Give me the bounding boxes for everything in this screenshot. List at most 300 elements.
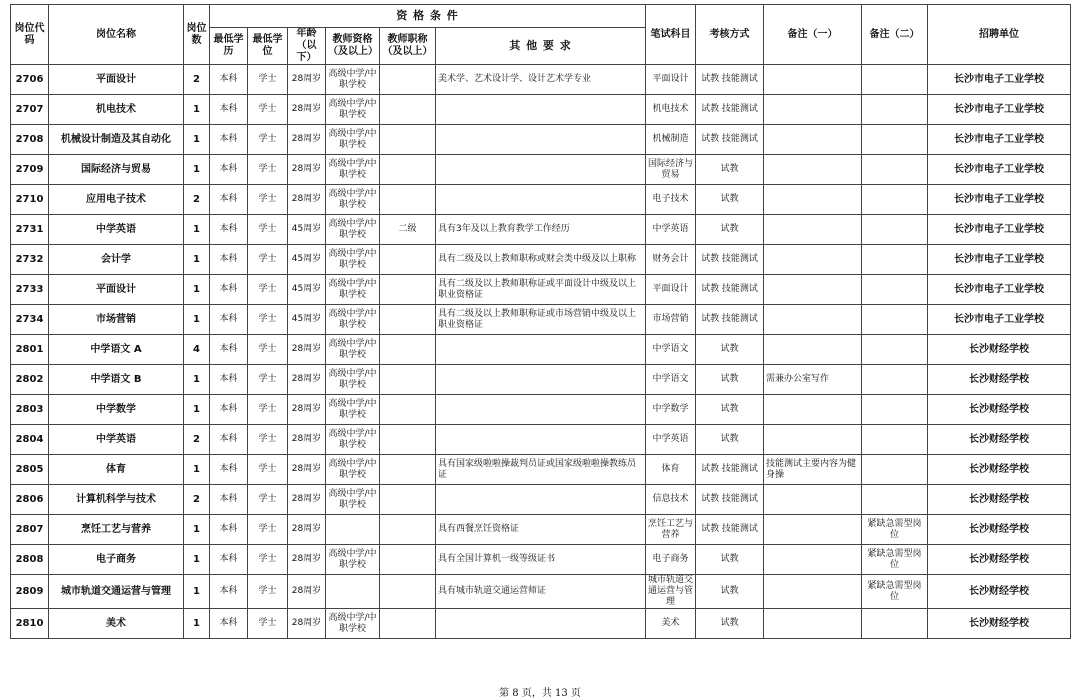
cell-unit: 长沙市电子工业学校 (928, 245, 1071, 275)
table-row (11, 65, 1071, 95)
cell-exam: 中学英语 (646, 215, 696, 245)
cell-degree: 学士 (248, 365, 288, 395)
cell-note1 (764, 335, 862, 365)
cell-name: 市场营销 (49, 305, 184, 335)
cell-count: 1 (184, 365, 210, 395)
cell-count: 1 (184, 305, 210, 335)
cell-unit: 长沙财经学校 (928, 425, 1071, 455)
cell-name: 中学英语 (49, 215, 184, 245)
cell-count: 2 (184, 185, 210, 215)
cell-age: 28周岁 (288, 185, 326, 215)
cell-name: 中学语文 B (49, 365, 184, 395)
cell-other: 具有二级及以上教师职称证或市场营销中级及以上职业资格证 (436, 305, 646, 335)
cell-degree: 学士 (248, 65, 288, 95)
cell-age: 28周岁 (288, 609, 326, 639)
cell-exam: 美术 (646, 609, 696, 639)
cell-note2 (862, 335, 928, 365)
cell-code: 2731 (11, 215, 49, 245)
cell-edu: 本科 (210, 395, 248, 425)
cell-unit: 长沙市电子工业学校 (928, 185, 1071, 215)
header-code: 岗位代码 (11, 5, 49, 65)
cell-method: 试教 (696, 365, 764, 395)
cell-count: 2 (184, 65, 210, 95)
cell-method: 试教 技能测试 (696, 95, 764, 125)
cell-note2 (862, 455, 928, 485)
cell-note1 (764, 65, 862, 95)
cell-edu: 本科 (210, 515, 248, 545)
cell-name: 中学英语 (49, 425, 184, 455)
header-age: 年龄（以下） (288, 28, 326, 65)
cell-note2: 紧缺急需型岗位 (862, 545, 928, 575)
cell-note2 (862, 395, 928, 425)
cell-unit: 长沙财经学校 (928, 455, 1071, 485)
cell-count: 1 (184, 95, 210, 125)
cell-method: 试教 (696, 335, 764, 365)
cell-title (380, 335, 436, 365)
cell-note2 (862, 125, 928, 155)
cell-exam: 中学英语 (646, 425, 696, 455)
cell-degree: 学士 (248, 485, 288, 515)
cell-name: 会计学 (49, 245, 184, 275)
cell-unit: 长沙市电子工业学校 (928, 95, 1071, 125)
cell-title (380, 425, 436, 455)
cell-method: 试教 技能测试 (696, 125, 764, 155)
cell-title: 二级 (380, 215, 436, 245)
cell-other (436, 185, 646, 215)
cell-method: 试教 技能测试 (696, 245, 764, 275)
cell-cert: 高级中学/中职学校 (326, 425, 380, 455)
cell-method: 试教 (696, 155, 764, 185)
cell-method: 试教 (696, 425, 764, 455)
cell-cert: 高级中学/中职学校 (326, 155, 380, 185)
table-row (11, 515, 1071, 545)
cell-cert: 高级中学/中职学校 (326, 455, 380, 485)
cell-unit: 长沙市电子工业学校 (928, 275, 1071, 305)
cell-other: 具有全国计算机一级等级证书 (436, 545, 646, 575)
cell-unit: 长沙市电子工业学校 (928, 305, 1071, 335)
cell-exam: 平面设计 (646, 275, 696, 305)
cell-name: 平面设计 (49, 275, 184, 305)
cell-method: 试教 (696, 575, 764, 609)
cell-note1 (764, 275, 862, 305)
cell-title (380, 455, 436, 485)
cell-method: 试教 技能测试 (696, 485, 764, 515)
header-exam: 笔试科目 (646, 5, 696, 65)
cell-method: 试教 技能测试 (696, 455, 764, 485)
cell-other: 具有二级及以上教师职称或财会类中级及以上职称 (436, 245, 646, 275)
page-footer: 第 8 页，共 13 页 (499, 688, 581, 699)
cell-degree: 学士 (248, 125, 288, 155)
cell-cert: 高级中学/中职学校 (326, 545, 380, 575)
cell-count: 1 (184, 609, 210, 639)
cell-note2 (862, 95, 928, 125)
table-row (11, 425, 1071, 455)
cell-cert: 高级中学/中职学校 (326, 335, 380, 365)
cell-exam: 中学语文 (646, 365, 696, 395)
table-row (11, 215, 1071, 245)
cell-edu: 本科 (210, 125, 248, 155)
cell-cert: 高级中学/中职学校 (326, 395, 380, 425)
table-row (11, 245, 1071, 275)
cell-degree: 学士 (248, 455, 288, 485)
table-row (11, 485, 1071, 515)
cell-name: 体育 (49, 455, 184, 485)
cell-degree: 学士 (248, 515, 288, 545)
cell-age: 28周岁 (288, 545, 326, 575)
cell-note1 (764, 215, 862, 245)
cell-method: 试教 (696, 545, 764, 575)
cell-age: 28周岁 (288, 395, 326, 425)
cell-age: 45周岁 (288, 305, 326, 335)
cell-unit: 长沙财经学校 (928, 395, 1071, 425)
cell-unit: 长沙财经学校 (928, 485, 1071, 515)
cell-exam: 烹饪工艺与营养 (646, 515, 696, 545)
cell-exam: 市场营销 (646, 305, 696, 335)
cell-age: 28周岁 (288, 575, 326, 609)
cell-edu: 本科 (210, 215, 248, 245)
cell-count: 1 (184, 395, 210, 425)
table-body (11, 65, 1071, 639)
cell-count: 1 (184, 125, 210, 155)
cell-note2 (862, 365, 928, 395)
cell-code: 2708 (11, 125, 49, 155)
cell-name: 国际经济与贸易 (49, 155, 184, 185)
cell-title (380, 65, 436, 95)
cell-exam: 信息技术 (646, 485, 696, 515)
cell-code: 2710 (11, 185, 49, 215)
cell-title (380, 275, 436, 305)
cell-degree: 学士 (248, 395, 288, 425)
cell-note2: 紧缺急需型岗位 (862, 515, 928, 545)
cell-exam: 机电技术 (646, 95, 696, 125)
cell-note1 (764, 575, 862, 609)
cell-code: 2810 (11, 609, 49, 639)
cell-code: 2706 (11, 65, 49, 95)
cell-note1 (764, 155, 862, 185)
cell-edu: 本科 (210, 609, 248, 639)
cell-title (380, 245, 436, 275)
cell-degree: 学士 (248, 609, 288, 639)
cell-code: 2734 (11, 305, 49, 335)
cell-age: 28周岁 (288, 125, 326, 155)
cell-exam: 电子技术 (646, 185, 696, 215)
cell-note1 (764, 545, 862, 575)
header-method: 考核方式 (696, 5, 764, 65)
header-unit: 招聘单位 (928, 5, 1071, 65)
cell-exam: 国际经济与贸易 (646, 155, 696, 185)
cell-code: 2809 (11, 575, 49, 609)
cell-code: 2805 (11, 455, 49, 485)
cell-method: 试教 技能测试 (696, 65, 764, 95)
cell-other: 具有3年及以上教育教学工作经历 (436, 215, 646, 245)
cell-other: 美术学、艺术设计学、设计艺术学专业 (436, 65, 646, 95)
cell-edu: 本科 (210, 245, 248, 275)
cell-edu: 本科 (210, 455, 248, 485)
cell-name: 中学数学 (49, 395, 184, 425)
cell-note2 (862, 155, 928, 185)
cell-code: 2804 (11, 425, 49, 455)
cell-exam: 中学数学 (646, 395, 696, 425)
cell-method: 试教 (696, 185, 764, 215)
cell-unit: 长沙市电子工业学校 (928, 125, 1071, 155)
cell-unit: 长沙财经学校 (928, 365, 1071, 395)
cell-edu: 本科 (210, 575, 248, 609)
cell-cert: 高级中学/中职学校 (326, 95, 380, 125)
cell-note1: 需兼办公室写作 (764, 365, 862, 395)
cell-method: 试教 技能测试 (696, 515, 764, 545)
cell-other (436, 365, 646, 395)
table-row (11, 365, 1071, 395)
cell-other: 具有国家级啦啦操裁判员证或国家级啦啦操教练员证 (436, 455, 646, 485)
cell-name: 烹饪工艺与营养 (49, 515, 184, 545)
cell-other: 具有城市轨道交通运营师证 (436, 575, 646, 609)
cell-cert: 高级中学/中职学校 (326, 215, 380, 245)
cell-code: 2806 (11, 485, 49, 515)
cell-method: 试教 (696, 609, 764, 639)
cell-exam: 机械制造 (646, 125, 696, 155)
cell-cert: 高级中学/中职学校 (326, 185, 380, 215)
cell-note1: 技能测试主要内容为健身操 (764, 455, 862, 485)
cell-cert: 高级中学/中职学校 (326, 125, 380, 155)
cell-edu: 本科 (210, 65, 248, 95)
cell-age: 28周岁 (288, 365, 326, 395)
cell-note2 (862, 305, 928, 335)
table-row (11, 125, 1071, 155)
cell-edu: 本科 (210, 275, 248, 305)
cell-age: 28周岁 (288, 335, 326, 365)
cell-exam: 体育 (646, 455, 696, 485)
cell-unit: 长沙财经学校 (928, 575, 1071, 609)
cell-age: 28周岁 (288, 155, 326, 185)
cell-note1 (764, 305, 862, 335)
cell-code: 2709 (11, 155, 49, 185)
cell-degree: 学士 (248, 245, 288, 275)
cell-title (380, 545, 436, 575)
cell-note1 (764, 95, 862, 125)
cell-note1 (764, 425, 862, 455)
cell-age: 28周岁 (288, 95, 326, 125)
header-qualification: 资 格 条 件 (210, 5, 646, 28)
cell-count: 1 (184, 275, 210, 305)
cell-exam: 平面设计 (646, 65, 696, 95)
cell-count: 4 (184, 335, 210, 365)
header-other: 其 他 要 求 (436, 28, 646, 65)
cell-degree: 学士 (248, 575, 288, 609)
cell-cert: 高级中学/中职学校 (326, 245, 380, 275)
cell-edu: 本科 (210, 365, 248, 395)
cell-note1 (764, 245, 862, 275)
cell-cert: 高级中学/中职学校 (326, 365, 380, 395)
cell-code: 2803 (11, 395, 49, 425)
cell-degree: 学士 (248, 275, 288, 305)
cell-age: 28周岁 (288, 485, 326, 515)
cell-age: 45周岁 (288, 245, 326, 275)
cell-unit: 长沙财经学校 (928, 515, 1071, 545)
cell-title (380, 515, 436, 545)
cell-cert: 高级中学/中职学校 (326, 275, 380, 305)
recruitment-table (10, 4, 1071, 639)
table-row (11, 305, 1071, 335)
header-title: 教师职称（及以上） (380, 28, 436, 65)
table-row (11, 455, 1071, 485)
cell-note1 (764, 125, 862, 155)
cell-edu: 本科 (210, 185, 248, 215)
cell-other (436, 95, 646, 125)
table-row (11, 335, 1071, 365)
cell-age: 45周岁 (288, 275, 326, 305)
cell-title (380, 185, 436, 215)
cell-note1 (764, 485, 862, 515)
cell-note2 (862, 245, 928, 275)
cell-title (380, 365, 436, 395)
cell-count: 1 (184, 545, 210, 575)
table-row (11, 609, 1071, 639)
table-row (11, 155, 1071, 185)
cell-note2 (862, 215, 928, 245)
cell-note1 (764, 515, 862, 545)
cell-other (436, 125, 646, 155)
cell-edu: 本科 (210, 545, 248, 575)
cell-degree: 学士 (248, 185, 288, 215)
cell-unit: 长沙市电子工业学校 (928, 155, 1071, 185)
cell-age: 45周岁 (288, 215, 326, 245)
cell-other (436, 395, 646, 425)
header-note2: 备注（二） (862, 5, 928, 65)
cell-other: 具有二级及以上教师职称证或平面设计中级及以上职业资格证 (436, 275, 646, 305)
cell-method: 试教 (696, 395, 764, 425)
cell-age: 28周岁 (288, 455, 326, 485)
header-note1: 备注（一） (764, 5, 862, 65)
cell-count: 1 (184, 155, 210, 185)
cell-name: 机电技术 (49, 95, 184, 125)
cell-degree: 学士 (248, 305, 288, 335)
cell-other (436, 155, 646, 185)
cell-note1 (764, 185, 862, 215)
cell-name: 机械设计制造及其自动化 (49, 125, 184, 155)
cell-other (436, 335, 646, 365)
cell-other: 具有西餐烹饪资格证 (436, 515, 646, 545)
cell-edu: 本科 (210, 95, 248, 125)
cell-degree: 学士 (248, 425, 288, 455)
cell-unit: 长沙财经学校 (928, 609, 1071, 639)
header-edu: 最低学历 (210, 28, 248, 65)
table-row (11, 275, 1071, 305)
cell-count: 1 (184, 515, 210, 545)
cell-note2 (862, 275, 928, 305)
cell-edu: 本科 (210, 305, 248, 335)
cell-code: 2732 (11, 245, 49, 275)
cell-cert: 高级中学/中职学校 (326, 65, 380, 95)
cell-edu: 本科 (210, 335, 248, 365)
cell-code: 2807 (11, 515, 49, 545)
cell-note1 (764, 395, 862, 425)
cell-count: 2 (184, 425, 210, 455)
cell-cert: 高级中学/中职学校 (326, 609, 380, 639)
cell-count: 1 (184, 215, 210, 245)
cell-cert: 高级中学/中职学校 (326, 485, 380, 515)
header-name: 岗位名称 (49, 5, 184, 65)
cell-method: 试教 技能测试 (696, 275, 764, 305)
cell-note2 (862, 425, 928, 455)
cell-note2 (862, 185, 928, 215)
cell-title (380, 609, 436, 639)
cell-method: 试教 (696, 215, 764, 245)
cell-note2: 紧缺急需型岗位 (862, 575, 928, 609)
cell-name: 电子商务 (49, 545, 184, 575)
cell-code: 2808 (11, 545, 49, 575)
cell-age: 28周岁 (288, 515, 326, 545)
cell-exam: 中学语文 (646, 335, 696, 365)
cell-exam: 城市轨道交通运营与管理 (646, 575, 696, 609)
cell-degree: 学士 (248, 545, 288, 575)
table-row (11, 545, 1071, 575)
cell-count: 1 (184, 245, 210, 275)
cell-unit: 长沙市电子工业学校 (928, 215, 1071, 245)
header-count: 岗位数 (184, 5, 210, 65)
cell-code: 2802 (11, 365, 49, 395)
table-row (11, 395, 1071, 425)
cell-count: 2 (184, 485, 210, 515)
cell-code: 2801 (11, 335, 49, 365)
cell-note2 (862, 609, 928, 639)
cell-cert (326, 575, 380, 609)
cell-code: 2733 (11, 275, 49, 305)
cell-name: 中学语文 A (49, 335, 184, 365)
cell-degree: 学士 (248, 95, 288, 125)
cell-name: 城市轨道交通运营与管理 (49, 575, 184, 609)
header-cert: 教师资格（及以上） (326, 28, 380, 65)
cell-title (380, 575, 436, 609)
cell-exam: 电子商务 (646, 545, 696, 575)
cell-name: 应用电子技术 (49, 185, 184, 215)
cell-note1 (764, 609, 862, 639)
cell-name: 美术 (49, 609, 184, 639)
table-row (11, 575, 1071, 609)
cell-name: 计算机科学与技术 (49, 485, 184, 515)
cell-unit: 长沙财经学校 (928, 545, 1071, 575)
cell-method: 试教 技能测试 (696, 305, 764, 335)
cell-title (380, 155, 436, 185)
cell-degree: 学士 (248, 215, 288, 245)
cell-exam: 财务会计 (646, 245, 696, 275)
cell-title (380, 125, 436, 155)
cell-edu: 本科 (210, 485, 248, 515)
cell-other (436, 425, 646, 455)
cell-title (380, 95, 436, 125)
cell-unit: 长沙市电子工业学校 (928, 65, 1071, 95)
cell-degree: 学士 (248, 335, 288, 365)
cell-age: 28周岁 (288, 65, 326, 95)
cell-edu: 本科 (210, 425, 248, 455)
cell-name: 平面设计 (49, 65, 184, 95)
cell-age: 28周岁 (288, 425, 326, 455)
table-row (11, 185, 1071, 215)
cell-title (380, 485, 436, 515)
cell-other (436, 485, 646, 515)
cell-note2 (862, 65, 928, 95)
cell-note2 (862, 485, 928, 515)
header-degree: 最低学位 (248, 28, 288, 65)
cell-degree: 学士 (248, 155, 288, 185)
cell-code: 2707 (11, 95, 49, 125)
cell-count: 1 (184, 575, 210, 609)
cell-title (380, 395, 436, 425)
cell-cert (326, 515, 380, 545)
cell-count: 1 (184, 455, 210, 485)
cell-other (436, 609, 646, 639)
cell-cert: 高级中学/中职学校 (326, 305, 380, 335)
cell-title (380, 305, 436, 335)
